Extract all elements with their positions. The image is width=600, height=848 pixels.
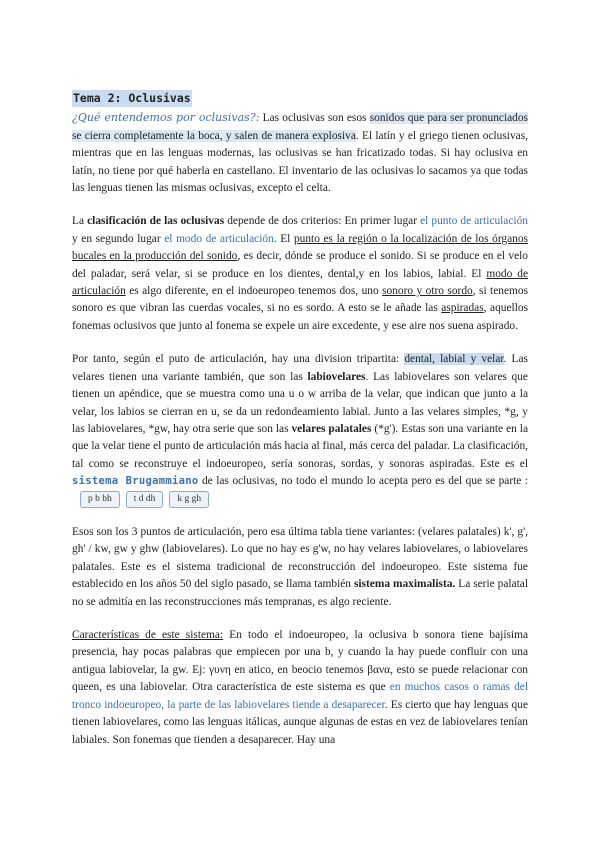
phoneme-chips [80, 491, 209, 508]
bold-term: clasificación de las oclusivas [87, 215, 225, 228]
paragraph-characteristics [72, 627, 528, 749]
section-title: Tema 2: Oclusivas [72, 90, 192, 107]
underlined-text: sonoro y otro sordo [382, 285, 473, 298]
text-run: , es decir, dónde se produce el sonido. Si se produce en el velo del paladar, será velar, si se produce en los dientes, dental,y en los labios, labial. El [72, 250, 528, 280]
text-run: , aquellos fonemas oclusivos que junto al fonema se expele un aire excedente, y ese aire nos suena aspirado. [72, 302, 529, 332]
text-run: En todo el indoeuropeo, la oclusiva b sonora tiene bajísima presencia, hay pocas palabras que empiecen por una b, y cuando la hay puede confluir con una antigua labiovelar, la gw. Ej: γυνη en atico, en beocio tenemos βανα, esto se puede relacionar con queen, es una labiovelar. Otra característica de este sistema es que [72, 629, 528, 694]
underlined-text: modo de articulación [72, 267, 528, 298]
chip-velar[interactable]: k g gh [169, 491, 209, 508]
chip-dental[interactable]: t d dh [126, 491, 164, 508]
mono-term: sistema Brugammiano [72, 475, 199, 488]
text-run: Esos son los 3 puntos de articulación, pero esa última tabla tiene variantes: (velares palatales) k', g', gh' / kw, gw y ghw (labiovelares). Lo que no hay es g'w, no hay velares labiovelares, o labiovelares palatales. Este es el sistema tradicional de reconstrucción del indoeuropeo. Este sistema fue establecido en los años 50 del siglo pasado, se llama también [72, 526, 528, 591]
text-run: de las oclusivas, no todo el mundo lo acepta pero es del que se parte : [198, 475, 528, 488]
paragraph-classification [72, 213, 528, 335]
bold-term: labiovelares [307, 370, 366, 383]
paragraph-tripartite [72, 351, 528, 508]
bold-term: velares palatales [291, 422, 372, 435]
text-run: y en segundo lugar [72, 232, 165, 245]
bold-term: sistema maximalista. [353, 578, 456, 591]
text-run: . El latín y el griego tienen oclusivas, mientras que en las lenguas modernas, las oclusivas se han fricatizado todas. Si hay oclusiva en latín, no tiene por qué haberla en castellano. El inventario de las oclusivas lo sacamos ya que todas las lenguas tienen las mismas oclusivas, excepto el celta. [72, 129, 528, 195]
text-run: Por tanto, según el puto de articulación, hay una division tripartita: [72, 353, 405, 366]
text-run: es algo diferente, en el indoeuropeo tenemos dos, uno [125, 285, 383, 298]
highlighted-text: dental, labial y velar [404, 353, 504, 366]
blue-term: el punto de articulación [420, 215, 528, 228]
text-run: depende de dos criterios: En primer lugar [224, 215, 421, 228]
highlighted-text: sonidos que para ser pronunciados se cierra completamente la boca, y salen de manera explosiva [72, 112, 528, 142]
text-run: . El [273, 232, 294, 245]
underlined-text: aspiradas [441, 302, 484, 315]
text-run: , si tenemos sonoro es que vibran las cuerdas vocales, si no es sordo. A esto se le añade las [72, 285, 529, 315]
paragraph-variants [72, 524, 528, 611]
text-run: . Las labiovelares son velares que tienen un apéndice, que se muestra como una u o w arriba de la velar, que indican que junto a la velar, los labios se cierran en u, se da un redondeamiento labial. Junto a las velares simples, *g, y las labiovelares, *gw, hay otra serie que son las [72, 370, 528, 435]
underlined-heading: Características de este sistema: [72, 629, 224, 642]
chip-labial[interactable]: p b bh [80, 491, 120, 508]
text-run: La [72, 215, 88, 228]
paragraph-intro [72, 109, 528, 197]
blue-term: el modo de articulación [164, 232, 274, 245]
underlined-text: punto es la región o la localización de los órganos bucales en la producción del sonido [72, 232, 528, 263]
document-body [72, 90, 528, 765]
text-run: Las oclusivas son esos [259, 112, 370, 125]
blue-text: en muchos casos o ramas del tronco indoeuropeo, la parte de las labiovelares tiende a desaparecer [72, 681, 529, 711]
text-run: . Es cierto que hay lenguas que tienen labiovelares, como las lenguas itálicas, aunque algunas de estas en vez de labiovelares tenían labiales. Son fonemas que tienden a desaparecer. Hay una [72, 698, 529, 746]
question-heading: ¿Qué entendemos por oclusivas?: [72, 111, 260, 125]
text-run: . Las velares tienen una variante también, que son las [72, 353, 528, 383]
text-run: La serie palatal no se admitía en las reconstrucciones más tempranas, es algo reciente. [72, 578, 528, 608]
text-run: (*g'). Estas son una variante en la que la velar tiene el punto de articulación más hacia al final, más cerca del paladar. La clasificación, tal como se reconstruye el indoeuropeo, sería sonoras, sordas, y sonoras aspiradas. Este es el [72, 422, 528, 470]
